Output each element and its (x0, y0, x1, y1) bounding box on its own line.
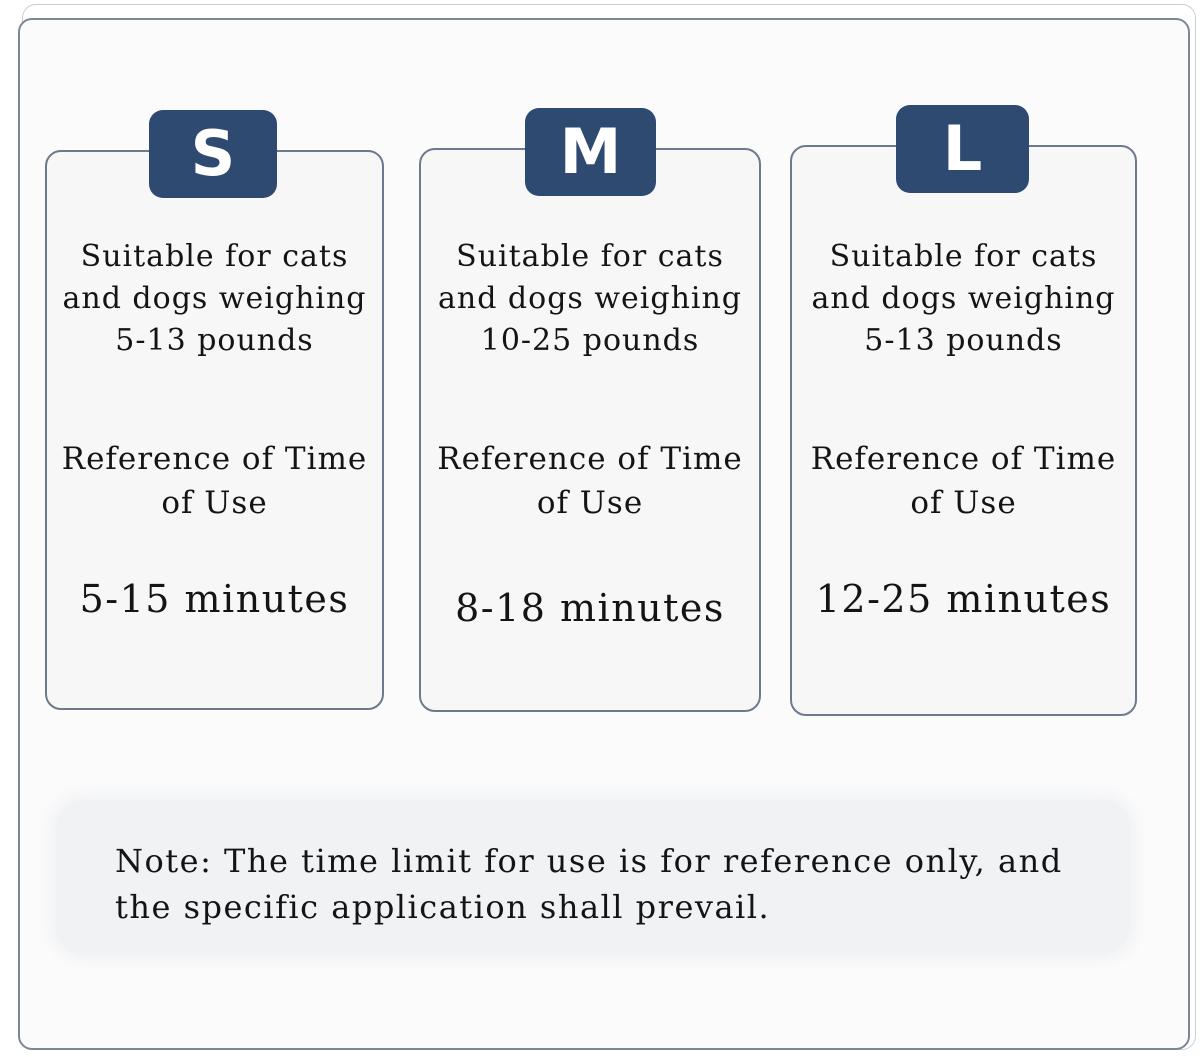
weight-description (421, 236, 759, 362)
time-heading-line: of Use (910, 485, 1017, 521)
time-value: 12-25 minutes (815, 577, 1112, 621)
size-badge-m: M (525, 108, 656, 196)
size-badge-s: S (149, 110, 277, 198)
weight-line: Suitable for cats (80, 239, 349, 274)
size-card-l (790, 145, 1137, 716)
weight-line: and dogs weighing (437, 281, 743, 316)
weight-description (792, 236, 1135, 362)
weight-line: Suitable for cats (829, 239, 1098, 274)
time-value: 8-18 minutes (455, 586, 725, 630)
weight-line: 10-25 pounds (480, 323, 700, 358)
time-heading (47, 437, 382, 525)
weight-line: 5-13 pounds (115, 323, 314, 358)
weight-line: 5-13 pounds (864, 323, 1063, 358)
size-badge-l: L (896, 105, 1029, 193)
time-heading-line: of Use (161, 485, 268, 521)
time-heading-line: Reference of Time (437, 441, 743, 477)
weight-description (47, 236, 382, 362)
weight-line: and dogs weighing (62, 281, 367, 316)
time-heading-line: of Use (536, 485, 644, 521)
note-line: the specific application shall prevail. (115, 888, 771, 926)
time-heading-line: Reference of Time (61, 441, 368, 477)
weight-line: Suitable for cats (456, 239, 724, 274)
size-card-m (419, 148, 761, 712)
time-heading (792, 437, 1135, 525)
size-card-s (45, 150, 384, 710)
weight-line: and dogs weighing (811, 281, 1116, 316)
note-line: Note: The time limit for use is for reference only, and (115, 842, 1063, 880)
time-heading (421, 437, 759, 525)
time-value: 5-15 minutes (79, 577, 350, 621)
note-text (115, 838, 1115, 930)
time-heading-line: Reference of Time (810, 441, 1117, 477)
